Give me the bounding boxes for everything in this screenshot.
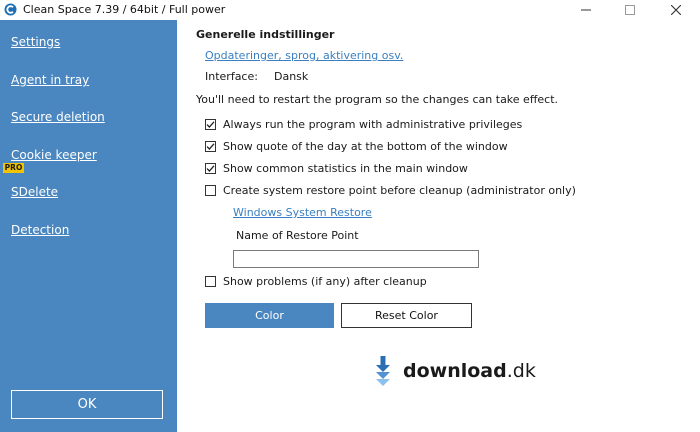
restore-point-name-label: Name of Restore Point (236, 229, 359, 242)
logo-text (403, 360, 536, 382)
common-statistics-checkbox[interactable] (205, 163, 216, 174)
logo-text-main: download (403, 360, 507, 382)
restore-point-checkbox[interactable] (205, 185, 216, 196)
sidebar (0, 20, 177, 432)
sidebar-item-detection[interactable]: Detection (11, 223, 70, 237)
interface-label: Interface: (205, 70, 258, 83)
option-show-problems[interactable] (205, 274, 427, 288)
download-arrow-icon (375, 356, 391, 388)
app-icon (4, 3, 17, 16)
maximize-button[interactable] (607, 0, 653, 20)
sidebar-item-cookie-keeper[interactable]: Cookie keeper (11, 148, 97, 162)
common-statistics-label: Show common statistics in the main window (223, 161, 468, 175)
option-quote-of-day[interactable] (205, 139, 508, 153)
sidebar-item-secure-deletion[interactable]: Secure deletion (11, 110, 105, 124)
settings-panel (177, 20, 700, 432)
restore-point-label: Create system restore point before cleanup (administrator only) (223, 183, 576, 197)
window-title: Clean Space 7.39 / 64bit / Full power (23, 3, 226, 16)
ok-button[interactable]: OK (11, 390, 163, 419)
option-restore-point[interactable] (205, 183, 576, 197)
admin-privileges-label: Always run the program with administrative privileges (223, 117, 523, 131)
close-button[interactable] (653, 0, 699, 20)
show-problems-label: Show problems (if any) after cleanup (223, 274, 427, 288)
reset-color-button[interactable]: Reset Color (341, 303, 472, 328)
title-bar (0, 0, 700, 20)
sidebar-item-sdelete[interactable]: SDelete (11, 185, 59, 199)
sidebar-item-agent-in-tray[interactable]: Agent in tray (11, 73, 90, 87)
show-problems-checkbox[interactable] (205, 276, 216, 287)
quote-of-day-checkbox[interactable] (205, 141, 216, 152)
pro-badge: PRO (4, 163, 23, 173)
restart-note: You'll need to restart the program so the changes can take effect. (196, 93, 559, 106)
admin-privileges-checkbox[interactable] (205, 119, 216, 130)
restore-point-name-input[interactable] (233, 250, 479, 268)
logo-text-suffix: .dk (506, 360, 536, 382)
sidebar-item-settings[interactable]: Settings (11, 35, 61, 49)
option-common-statistics[interactable] (205, 161, 468, 175)
option-admin-privileges[interactable] (205, 117, 522, 131)
download-dk-logo (375, 356, 555, 390)
minimize-button[interactable] (563, 0, 609, 20)
section-heading: Generelle indstillinger (196, 28, 335, 41)
windows-system-restore-link[interactable]: Windows System Restore (233, 206, 372, 219)
interface-value[interactable]: Dansk (274, 70, 309, 83)
quote-of-day-label: Show quote of the day at the bottom of the window (223, 139, 508, 153)
updates-link[interactable]: Opdateringer, sprog, aktivering osv. (205, 49, 404, 62)
color-button[interactable]: Color (205, 303, 334, 328)
